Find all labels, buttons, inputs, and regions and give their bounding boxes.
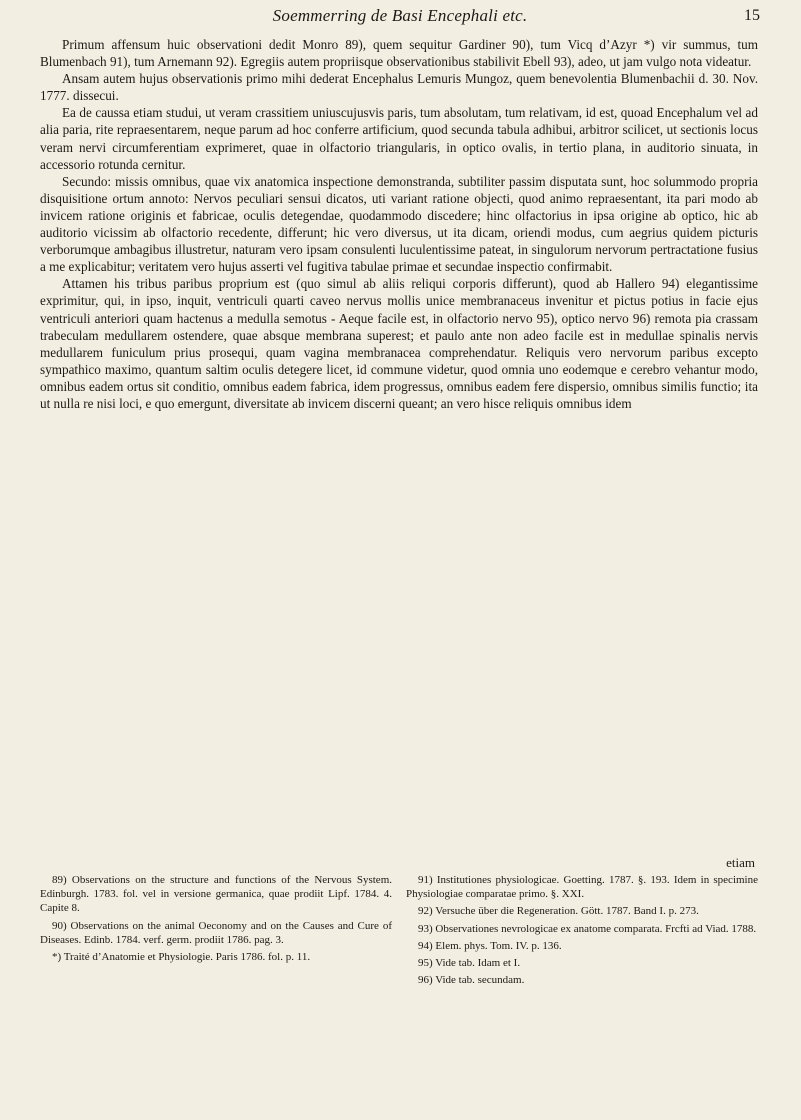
page-header — [40, 6, 760, 30]
footnote: 95) Vide tab. Idam et I. — [418, 957, 521, 970]
footnotes-right-column — [406, 873, 758, 990]
running-title: Soemmerring de Basi Encephali etc. — [272, 6, 528, 25]
footnote: 94) Elem. phys. Tom. IV. p. 136. — [418, 939, 562, 952]
paragraph: Primum affensum huic observationi dedit Monro 89), quem sequitur Gardiner 90), tum Vicq d’Azyr *) vir summus, tum Blumenbach 91), tum Arnemann 92). Egregiis autem propriisque observationibus stabilivit Ebell 93), adeo, ut jam vulgo nota videatur. — [40, 37, 758, 70]
footnote: 90) Observations on the animal Oeconomy and on the Causes and Cure of Diseases. Edinb. 1784. verf. germ. prodiit 1786. pag. 3. — [40, 919, 392, 946]
footnote: 92) Versuche über die Regeneration. Gött. 1787. Band I. p. 273. — [418, 905, 699, 918]
catchword: etiam — [726, 855, 755, 870]
page-number: 15 — [744, 7, 760, 24]
paragraph: Ea de caussa etiam studui, ut veram crassitiem uniuscujusvis paris, tum absolutam, tum relativam, id est, quoad Encephalum vel ad alia paria, rite repraesentarem, neque parum ad hoc conferre artificium, quod secunda tabula adhibui, arbitror scilicet, ut sectionis locus veram nervi circumferentiam exprimeret, quae in olfactorio triangularis, in optico ovalis, in tertio plana, in auditorio sinuata, in accessorio rotunda cernitur. — [40, 105, 758, 172]
main-text — [40, 36, 758, 412]
footnote: 96) Vide tab. secundam. — [418, 974, 525, 987]
footnotes-left-column — [40, 873, 392, 990]
footnote: 89) Observations on the structure and functions of the Nervous System. Edinburgh. 1783. fol. vel in versione germanica, quae prodiit Lipf. 1784. 4. Capite 8. — [40, 874, 392, 915]
paragraph: Secundo: missis omnibus, quae vix anatomica inspectione demonstranda, subtiliter passim disputata sunt, hoc solummodo propria disquisitione ortum annoto: Nervos peculiari sensui dicatos, uti variant ratione objecti, quod animo repraesentant, ita pari modo ab invicem ratione originis et fabricae, oculis detegendae, quodammodo discedere; hinc olfactorius in ipsa origine ab optico, hic ab auditorio vicissim ab olfactorio recedente, differunt; hic vero diversus, ut ita dicam, oriendi modus, cum aegrius quidem picturis verborumque ambagibus illustretur, naturam vero ipsam consulenti luculentissime pateat, in singulorum nervorum pertractatione fusius a me explicabitur; veritatem vero hujus asserti vel fugitiva tabulae primae et secundae inspectio confirmabit. — [40, 173, 758, 275]
footnotes — [40, 873, 758, 990]
footnote: 91) Institutiones physiologicae. Goetting. 1787. §. 193. Idem in specimine Physiologiae comparatae primo. §. XXI. — [406, 874, 758, 901]
footnote: *) Traité d’Anatomie et Physiologie. Paris 1786. fol. p. 11. — [52, 951, 311, 964]
paragraph: Ansam autem hujus observationis primo mihi dederat Encephalus Lemuris Mungoz, quem benevolentia Blumenbachii d. 30. Nov. 1777. dissecui. — [40, 71, 758, 104]
footnote: 93) Observationes nevrologicae ex anatome comparata. Frcfti ad Viad. 1788. — [418, 922, 757, 935]
paragraph: Attamen his tribus paribus proprium est (quo simul ab aliis reliqui corporis differunt), quod ab Hallero 94) elegantissime exprimitur, qui, in ipso, inquit, ventriculi quarti caveo nervus mollis unice membranaceus invenitur et pictus potius in facie ejus ventriculi anteriori quam hactenus a medulla semotus - Aeque facile est, in olfactorio nervo 95), optico nervo 96) remota pia crassam trabeculam medullarem ostendere, quae absque membrana superest; et paulo ante non adeo facile est in medullae spinalis nervis medullarem funiculum prius prosequi, quam vagina membranacea comprehendatur. Reliquis vero nervorum paribus excepto sympathico maximo, quantum saltim oculis detegere licet, id commune videtur, quod omnia uno eodemque e cerebro vehantur modo, omnibus eadem ortus sit conditio, omnibus eadem fabrica, idem progressus, omnibus eadem fere dispersio, omnibus similis functio; ita ut nulla re nisi loci, e quo emergunt, diversitate ab invicem discerni queant; an vero hisce reliquis omnibus idem — [40, 276, 758, 411]
